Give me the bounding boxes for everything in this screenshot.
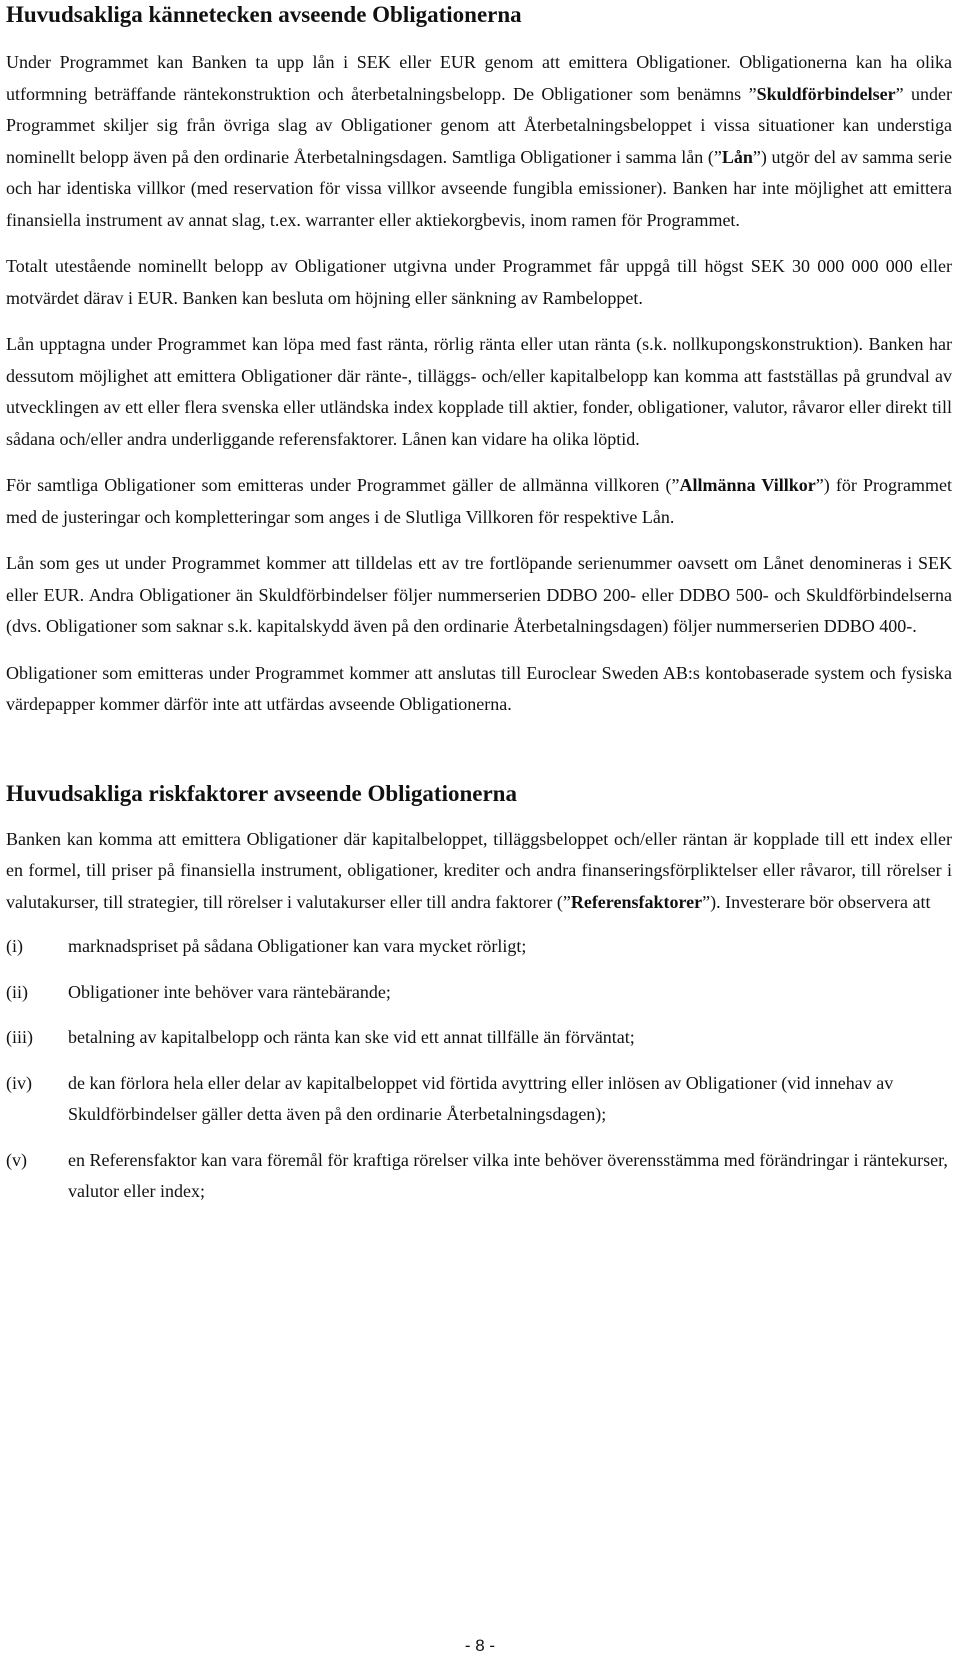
- list-item-text: marknadspriset på sådana Obligationer kan vara mycket rörligt;: [68, 936, 527, 956]
- paragraph-general-terms: För samtliga Obligationer som emitteras under Programmet gäller de allmänna villkoren (”Allmänna Villkor”) för Programmet med de justeringar och kompletteringar som anges i de Slutliga Villkoren för respektive Lån.: [6, 475, 953, 527]
- section-heading-risk-factors: Huvudsakliga riskfaktorer avseende Obligationerna: [6, 780, 517, 806]
- paragraph-risk-intro: Banken kan komma att emittera Obligationer där kapitalbeloppet, tilläggsbeloppet och/eller räntan är kopplade till ett index eller en formel, till priser på finansiella instrument, obligationer, krediter och andra finanseringsförpliktelser eller råvaror, till rörelser i valutakurser, till strategier, till rörelser i valutakurser eller till andra faktorer (”Referensfaktorer”). Investerare bör observera att: [6, 828, 952, 912]
- risk-list: [6, 931, 952, 1208]
- list-item-text: Obligationer inte behöver vara räntebärande;: [68, 981, 391, 1002]
- list-item: [6, 1068, 952, 1131]
- list-item: [6, 977, 952, 1009]
- defined-term-allmanna-villkor: Allmänna Villkor: [679, 475, 816, 495]
- list-item: [6, 931, 952, 963]
- paragraph-interest-types: Lån upptagna under Programmet kan löpa med fast ränta, rörlig ränta eller utan ränta (s.k. nollkupongskonstruktion). Banken har dessutom möjlighet att emittera Obligationer där ränte-, tilläggs- och/eller kapitalbelopp kan komma att fastställas på grundval av utvecklingen av ett eller flera svenska eller utländska index kopplade till aktier, fonder, obligationer, valutor, råvaror eller direkt till sådana och/eller andra underliggande referensfaktorer. Lånen kan vidare ha olika löptid.: [6, 334, 952, 449]
- list-item: [6, 1022, 952, 1054]
- list-item-number: (v): [6, 1149, 27, 1170]
- document-page: [6, 0, 952, 1222]
- page-number: - 8 -: [464, 1636, 496, 1655]
- list-item-text: de kan förlora hela eller delar av kapitalbeloppet vid förtida avyttring eller inlösen av Obligationer (vid innehav av Skuldförbindelser gäller detta även på den ordinarie Återbetalningsdagen);: [68, 1072, 894, 1124]
- section-heading-characteristics: Huvudsakliga kännetecken avseende Obligationerna: [6, 2, 522, 27]
- list-item-text: betalning av kapitalbelopp och ränta kan ske vid ett annat tillfälle än förväntat;: [68, 1027, 635, 1047]
- defined-term-lan: Lån: [721, 146, 753, 167]
- list-item-number: (ii): [6, 981, 28, 1002]
- defined-term-skuldforbindelser: Skuldförbindelser: [756, 83, 896, 104]
- list-item-number: (iii): [6, 1027, 33, 1047]
- list-item-number: (iv): [6, 1072, 32, 1093]
- defined-term-referensfaktorer: Referensfaktorer: [570, 891, 703, 912]
- list-item-number: (i): [6, 936, 23, 956]
- list-item-text: en Referensfaktor kan vara föremål för kraftiga rörelser vilka inte behöver överensstämma med förändringar i räntekurser, valutor eller index;: [68, 1149, 948, 1201]
- paragraph-program-amount: Totalt utestående nominellt belopp av Obligationer utgivna under Programmet får uppgå till högst SEK 30 000 000 000 eller motvärdet därav i EUR. Banken kan besluta om höjning eller sänkning av Rambeloppet.: [6, 256, 952, 308]
- paragraph-euroclear: Obligationer som emitteras under Programmet kommer att anslutas till Euroclear Sweden AB:s kontobaserade system och fysiska värdepapper kommer därför inte att utfärdas avseende Obligationerna.: [6, 662, 952, 714]
- paragraph-serial-numbers: Lån som ges ut under Programmet kommer att tilldelas ett av tre fortlöpande serienummer oavsett om Lånet denomineras i SEK eller EUR. Andra Obligationer än Skuldförbindelser följer nummerserien DDBO 200- eller DDBO 500- och Skuldförbindelserna (dvs. Obligationer som saknar s.k. kapitalskydd även på den ordinarie Återbetalningsdagen) följer nummerserien DDBO 400-.: [6, 553, 952, 636]
- paragraph-program-overview: Under Programmet kan Banken ta upp lån i SEK eller EUR genom att emittera Obligationer. Obligationerna kan ha olika utformning beträffande räntekonstruktion och återbetalningsbelopp. De Obligationer som benämns ”Skuldförbindelser” under Programmet skiljer sig från övriga slag av Obligationer genom att Återbetalningsbeloppet i vissa situationer kan understiga nominellt belopp även på den ordinarie Återbetalningsdagen. Samtliga Obligationer i samma lån (”Lån”) utgör del av samma serie och har identiska villkor (med reservation för vissa villkor avseende fungibla emissioner). Banken har inte möjlighet att emittera finansiella instrument av annat slag, t.ex. warranter eller aktiekorgbevis, inom ramen för Programmet.: [6, 52, 953, 230]
- list-item: [6, 1145, 952, 1208]
